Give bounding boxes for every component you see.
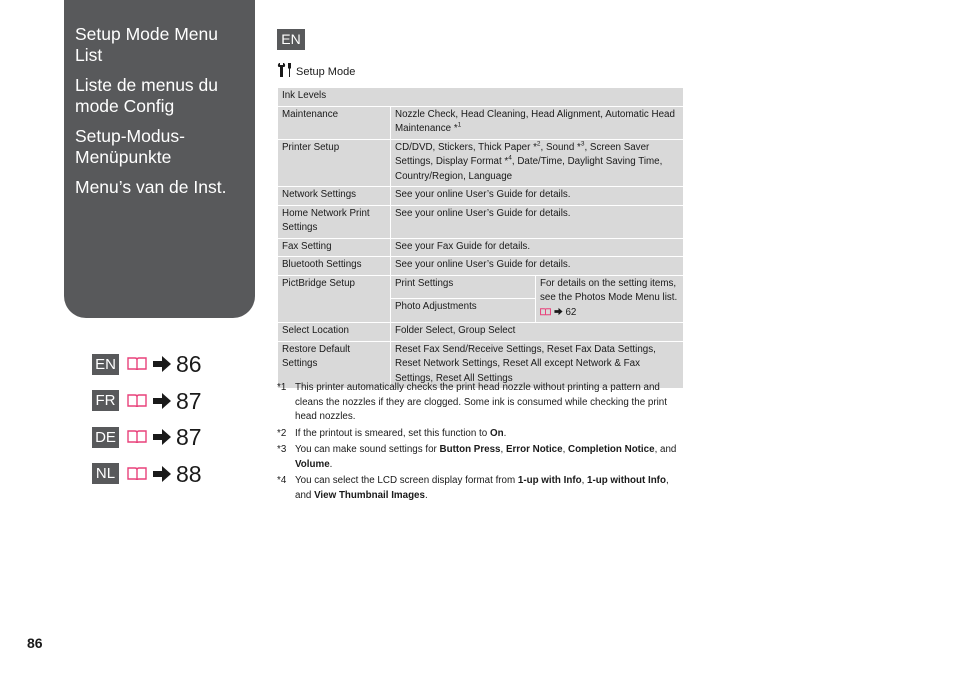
arrow-right-icon [554,307,563,316]
lang-badge: DE [92,427,119,448]
arrow-right-icon [152,427,172,447]
pictbridge-label: PictBridge Setup [278,275,391,323]
network-settings-value: See your online User’s Guide for details. [391,187,684,206]
footnote-2: *2 If the printout is smeared, set this function to On. [277,427,507,439]
printer-setup-value: CD/DVD, Stickers, Thick Paper *$^2$, Sound *$^3$, Screen Saver Settings, Display Format *$^4$, Date/Time, Daylight Saving Time, Country/Region, Language [391,139,684,187]
lang-ref-en[interactable] [92,346,232,383]
home-network-value: See your online User’s Guide for details. [391,205,684,238]
table-row [278,106,684,139]
lang-page-number: 87 [176,424,202,451]
panel-title-nl: Menu’s van de Inst. [75,177,227,197]
restore-value: Reset Fax Send/Receive Settings, Reset Fax Data Settings, Reset Network Settings, Reset All except Network & Fax Settings, Reset All Settings [391,341,684,389]
arrow-right-icon [152,354,172,374]
arrow-right-icon [152,464,172,484]
table-row [278,88,684,107]
book-icon [127,357,147,371]
maintenance-label: Maintenance [278,106,391,139]
lang-page-number: 86 [176,351,202,378]
setup-mode-table [277,87,684,389]
select-location-value: Folder Select, Group Select [391,323,684,342]
panel-title-en: Setup Mode Menu List [75,24,219,65]
arrow-right-icon [152,391,172,411]
bluetooth-value: See your online User’s Guide for details. [391,257,684,276]
lang-page-number: 87 [176,387,202,414]
page-number: 86 [27,635,43,651]
printer-setup-label: Printer Setup [278,139,391,187]
footnote-3: *3 You can make sound settings for Button Press, Error Notice, Completion Notice, and Volume. [277,444,677,470]
footnote-1: *1 This printer automatically checks the print head nozzle without printing a pattern and cleans the nozzles if they are clogged. Some ink is consumed while checking the print head nozzles. [277,382,667,422]
table-row [278,139,684,187]
table-row [278,238,684,257]
network-settings-label: Network Settings [278,187,391,206]
lang-badge: FR [92,390,119,411]
footnote-4: *4 You can select the LCD screen display format from 1-up with Info, 1-up without Info, and View Thumbnail Images. [277,475,669,501]
section-title: Setup Mode [296,66,356,78]
lang-badge: NL [92,463,119,484]
book-icon [127,467,147,481]
restore-label: Restore Default Settings [278,341,391,389]
book-icon [540,308,551,316]
table-row [278,275,684,299]
lang-page-number: 88 [176,460,202,487]
table-row [278,187,684,206]
wrench-screwdriver-icon [277,62,293,78]
lang-ref-nl[interactable] [92,456,232,493]
book-icon [127,430,147,444]
content-lang-badge: EN [277,29,305,50]
table-row [278,257,684,276]
photo-adjustments-cell: Photo Adjustments [391,299,536,323]
bluetooth-label: Bluetooth Settings [278,257,391,276]
lang-ref-de[interactable] [92,419,232,456]
home-network-label: Home Network Print Settings [278,205,391,238]
print-settings-cell: Print Settings [391,275,536,299]
pictbridge-detail: For details on the setting items, see the Photos Mode Menu list. 62 [536,275,684,323]
language-references [92,346,232,492]
section-heading [277,62,355,78]
table-row [278,205,684,238]
fax-setting-label: Fax Setting [278,238,391,257]
table-row [278,323,684,342]
select-location-label: Select Location [278,323,391,342]
maintenance-value: Nozzle Check, Head Cleaning, Head Alignment, Automatic Head Maintenance *$^1$ [391,106,684,139]
book-icon [127,394,147,408]
side-panel [64,0,255,318]
lang-badge: EN [92,354,119,375]
footnotes [277,381,685,505]
ink-levels-cell: Ink Levels [278,88,684,107]
fax-setting-value: See your Fax Guide for details. [391,238,684,257]
panel-title-de: Setup-Modus-Menüpunkte [75,126,185,167]
lang-ref-fr[interactable] [92,383,232,420]
panel-title-fr: Liste de menus du mode Config [75,75,219,116]
